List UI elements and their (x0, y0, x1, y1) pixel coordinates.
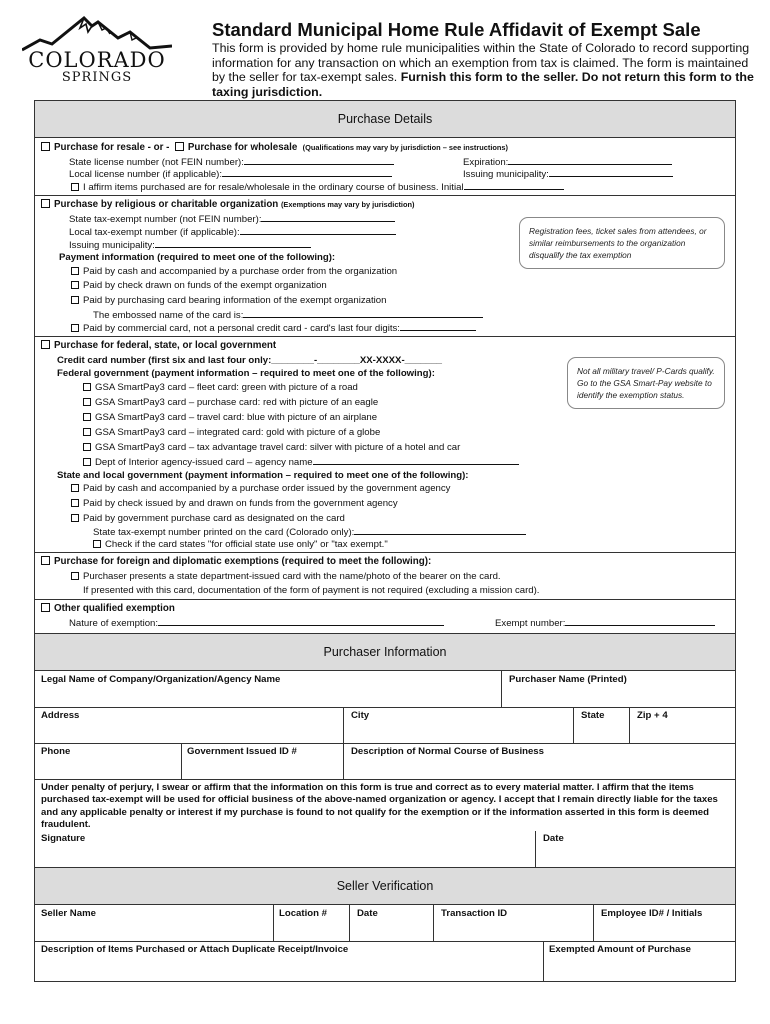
location-label: Location # (279, 908, 327, 919)
divider (629, 707, 630, 743)
exempt-number-row (495, 617, 715, 630)
religious-issuing-label: Issuing municipality: (69, 240, 155, 251)
state-label: State (581, 710, 605, 721)
gsa-card-2-label: GSA SmartPay3 card – purchase card: red with picture of an eagle (95, 397, 379, 408)
embossed-row (93, 309, 483, 322)
divider (35, 195, 735, 196)
zip-label: Zip + 4 (637, 710, 668, 721)
city-label: City (351, 710, 370, 721)
federal-checkbox[interactable] (41, 340, 50, 349)
gsa-card-1-label: GSA SmartPay3 card – fleet card: green with picture of a road (95, 382, 358, 393)
religious-option-3 (71, 295, 386, 307)
official-use-label: Check if the card states "for official state use only" or "tax exempt." (105, 539, 388, 550)
initial-label: Initial (441, 182, 464, 193)
divider (343, 707, 344, 743)
interior-checkbox[interactable] (83, 458, 91, 466)
state-tax-field[interactable] (261, 213, 395, 222)
interior-field[interactable] (313, 456, 519, 465)
gsa-card-1 (83, 382, 358, 394)
form-frame (34, 100, 736, 982)
religious-note: (Exemptions may vary by jurisdiction) (280, 200, 415, 209)
exempt-number-label: Exempt number: (495, 618, 566, 629)
gsa-card-5 (83, 442, 460, 454)
transaction-label: Transaction ID (441, 908, 508, 919)
legal-name-label: Legal Name of Company/Organization/Agency Name (41, 674, 281, 685)
credit-card-line: Credit card number (first six and last four only:________-________XX-XXXX-_______ (57, 355, 442, 366)
state-option-1 (71, 483, 450, 495)
wholesale-checkbox[interactable] (175, 142, 184, 151)
issuing-muni-field[interactable] (549, 168, 673, 177)
form-title: Standard Municipal Home Rule Affidavit of Exempt Sale (212, 19, 701, 40)
other-checkbox[interactable] (41, 603, 50, 612)
items-label: Description of Items Purchased or Attach Duplicate Receipt/Invoice (41, 944, 349, 955)
divider (35, 552, 735, 553)
local-license-label: Local license number (if applicable): (69, 169, 223, 180)
affirm-checkbox[interactable] (71, 183, 79, 191)
seller-heading-text: Seller Verification (336, 879, 434, 893)
religious-option-1-checkbox[interactable] (71, 267, 79, 275)
commercial-field[interactable] (400, 322, 476, 331)
commercial-row (71, 322, 476, 335)
nature-label: Nature of exemption: (69, 618, 159, 629)
employee-label: Employee ID# / Initials (601, 908, 703, 919)
mountain-peaks-icon (22, 12, 172, 52)
exempt-number-field[interactable] (565, 617, 715, 626)
foreign-row (41, 556, 431, 568)
resale-row (41, 142, 508, 154)
federal-label: Purchase for federal, state, or local government (54, 340, 277, 351)
embossed-field[interactable] (243, 309, 483, 318)
gsa-card-5-label: GSA SmartPay3 card – tax advantage travel card: silver with picture of a hotel and car (95, 442, 461, 453)
divider (181, 743, 182, 779)
religious-option-2 (71, 280, 327, 292)
intro-instruction: Furnish this form to the seller. Do not return this form to the taxing jurisdiction. (212, 70, 754, 99)
religious-option-1-label: Paid by cash and accompanied by a purchase order from the organization (83, 266, 398, 277)
gsa-card-2-checkbox[interactable] (83, 398, 91, 406)
signature-label: Signature (41, 833, 86, 844)
local-tax-field[interactable] (240, 226, 396, 235)
gsa-card-3 (83, 412, 377, 424)
intro-text: This form is provided by home rule municipalities within the State of Colorado to record supporting information for any transaction on which an exemption from tax is claimed. The form is maintained by the seller for tax-exempt sales. (212, 41, 750, 85)
seller-date-label: Date (357, 908, 378, 919)
local-license-row (69, 168, 392, 181)
state-tax-num-label: State tax-exempt number printed on the card (Colorado only): (93, 527, 355, 538)
gsa-card-3-checkbox[interactable] (83, 413, 91, 421)
divider (433, 905, 434, 941)
local-tax-label: Local tax-exempt number (if applicable): (69, 227, 240, 238)
interior-label: Dept of Interior agency-issued card – agency name (95, 457, 313, 468)
official-use-checkbox[interactable] (93, 540, 101, 548)
payment-heading: Payment information (required to meet one of the following): (59, 252, 336, 263)
religious-callout: Registration fees, ticket sales from attendees, or similar reimbursements to the organization disqualify the tax exemption (519, 217, 725, 269)
divider (35, 779, 735, 780)
expiration-field[interactable] (508, 156, 672, 165)
nature-row (69, 617, 444, 630)
seller-name-label: Seller Name (41, 908, 96, 919)
foreign-option-checkbox[interactable] (71, 572, 79, 580)
religious-checkbox[interactable] (41, 199, 50, 208)
state-option-2-checkbox[interactable] (71, 499, 79, 507)
divider (593, 905, 594, 941)
affirm-row (71, 181, 564, 194)
business-description-label: Description of Normal Course of Business (351, 746, 544, 757)
purchase-details-heading-text: Purchase Details (337, 112, 433, 126)
logo-text-springs: SPRINGS (61, 70, 133, 85)
commercial-checkbox[interactable] (71, 324, 79, 332)
resale-checkbox[interactable] (41, 142, 50, 151)
gsa-card-3-label: GSA SmartPay3 card – travel card: blue with picture of an airplane (95, 412, 378, 423)
divider (535, 831, 536, 867)
gsa-card-1-checkbox[interactable] (83, 383, 91, 391)
divider (573, 707, 574, 743)
state-option-2 (71, 498, 398, 510)
commercial-label: Paid by commercial card, not a personal credit card - card's last four digits: (83, 323, 400, 334)
state-license-label: State license number (not FEIN number): (69, 157, 244, 168)
federal-callout: Not all military travel/ P-Cards qualify. Go to the GSA Smart-Pay website to identify the exemption status. (567, 357, 725, 409)
divider (501, 671, 502, 707)
divider (343, 743, 344, 779)
religious-label: Purchase by religious or charitable organization (54, 199, 279, 210)
local-license-field[interactable] (222, 168, 392, 177)
perjury-statement: Under penalty of perjury, I swear or affirm that the information on this form is true and correct as to every material matter. I affirm that the items purchased tax-exempt will be used for official business of the above-named organization or agency. I accept that I remain directly liable for the taxes and any applicable penalty or interest if my purchase is found to not qualify for the exemption or if the information asserted in this form is deemed fraudulent. (41, 782, 718, 831)
religious-option-3-label: Paid by purchasing card bearing information of the exempt organization (83, 295, 387, 306)
printed-name-label: Purchaser Name (Printed) (509, 674, 627, 685)
state-tax-row (69, 213, 395, 226)
logo-text-colorado: COLORADO (28, 48, 166, 72)
colorado-springs-logo (22, 12, 172, 92)
divider (35, 707, 735, 708)
state-option-1-checkbox[interactable] (71, 484, 79, 492)
wholesale-label: Purchase for wholesale (187, 142, 298, 153)
state-option-3-checkbox[interactable] (71, 514, 79, 522)
form-intro (212, 41, 760, 99)
foreign-note: If presented with this card, documentation of the form of payment is not required (excluding a mission card). (83, 585, 540, 596)
purchase-details-heading (35, 101, 735, 138)
gsa-card-4-label: GSA SmartPay3 card – integrated card: gold with picture of a globe (95, 427, 381, 438)
gov-id-label: Government Issued ID # (187, 746, 297, 757)
purchaser-heading-text: Purchaser Information (323, 645, 447, 659)
initial-field[interactable] (464, 181, 564, 190)
purchaser-heading (35, 633, 735, 671)
divider (35, 599, 735, 600)
expiration-label: Expiration: (463, 157, 509, 168)
address-label: Address (41, 710, 80, 721)
amount-label: Exempted Amount of Purchase (549, 944, 691, 955)
resale-label: Purchase for resale (54, 142, 145, 153)
purchaser-date-label: Date (543, 833, 564, 844)
official-use-row (93, 539, 388, 551)
religious-row (41, 199, 414, 211)
issuing-muni-label: Issuing municipality: (463, 169, 549, 180)
gsa-card-4 (83, 427, 380, 439)
religious-option-1 (71, 266, 397, 278)
or-text: - or - (144, 142, 173, 153)
religious-option-2-label: Paid by check drawn on funds of the exempt organization (83, 280, 327, 291)
divider (349, 905, 350, 941)
state-local-heading: State and local government (payment information – required to meet one of the following): (57, 470, 469, 481)
gsa-card-5-checkbox[interactable] (83, 443, 91, 451)
foreign-label: Purchase for foreign and diplomatic exemptions (required to meet the following): (54, 556, 432, 567)
nature-field[interactable] (158, 617, 444, 626)
gsa-card-2 (83, 397, 378, 409)
affirm-label: I affirm items purchased are for resale/wholesale in the ordinary course of business. (83, 182, 439, 193)
other-label: Other qualified exemption (54, 603, 175, 614)
religious-issuing-row (69, 239, 311, 252)
religious-option-2-checkbox[interactable] (71, 281, 79, 289)
state-tax-label: State tax-exempt number (not FEIN number): (69, 214, 262, 225)
divider (35, 743, 735, 744)
state-tax-num-row (93, 526, 526, 539)
foreign-option (71, 571, 501, 583)
divider (273, 905, 274, 941)
page-header (0, 0, 770, 100)
federal-heading: Federal government (payment information – required to meet one of the following): (57, 368, 435, 379)
gsa-card-4-checkbox[interactable] (83, 428, 91, 436)
religious-option-3-checkbox[interactable] (71, 296, 79, 304)
divider (543, 941, 544, 982)
federal-row (41, 340, 276, 352)
divider (35, 336, 735, 337)
local-tax-row (69, 226, 396, 239)
embossed-label: The embossed name of the card is: (93, 310, 244, 321)
other-row (41, 603, 175, 615)
seller-heading (35, 867, 735, 905)
phone-label: Phone (41, 746, 71, 757)
foreign-checkbox[interactable] (41, 556, 50, 565)
state-option-3-label: Paid by government purchase card as designated on the card (83, 513, 345, 524)
religious-issuing-field[interactable] (155, 239, 311, 248)
divider (35, 941, 735, 942)
state-option-1-label: Paid by cash and accompanied by a purchase order issued by the government agency (83, 483, 451, 494)
state-option-2-label: Paid by check issued by and drawn on funds from the government agency (83, 498, 398, 509)
state-license-field[interactable] (244, 156, 394, 165)
state-option-3 (71, 513, 345, 525)
state-tax-num-field[interactable] (354, 526, 526, 535)
foreign-option-label: Purchaser presents a state department-issued card with the name/photo of the bearer on the card. (83, 571, 501, 582)
qualification-note: (Qualifications may vary by jurisdiction – see instructions) (302, 143, 508, 152)
issuing-muni-row (463, 168, 673, 181)
interior-row (83, 456, 519, 469)
